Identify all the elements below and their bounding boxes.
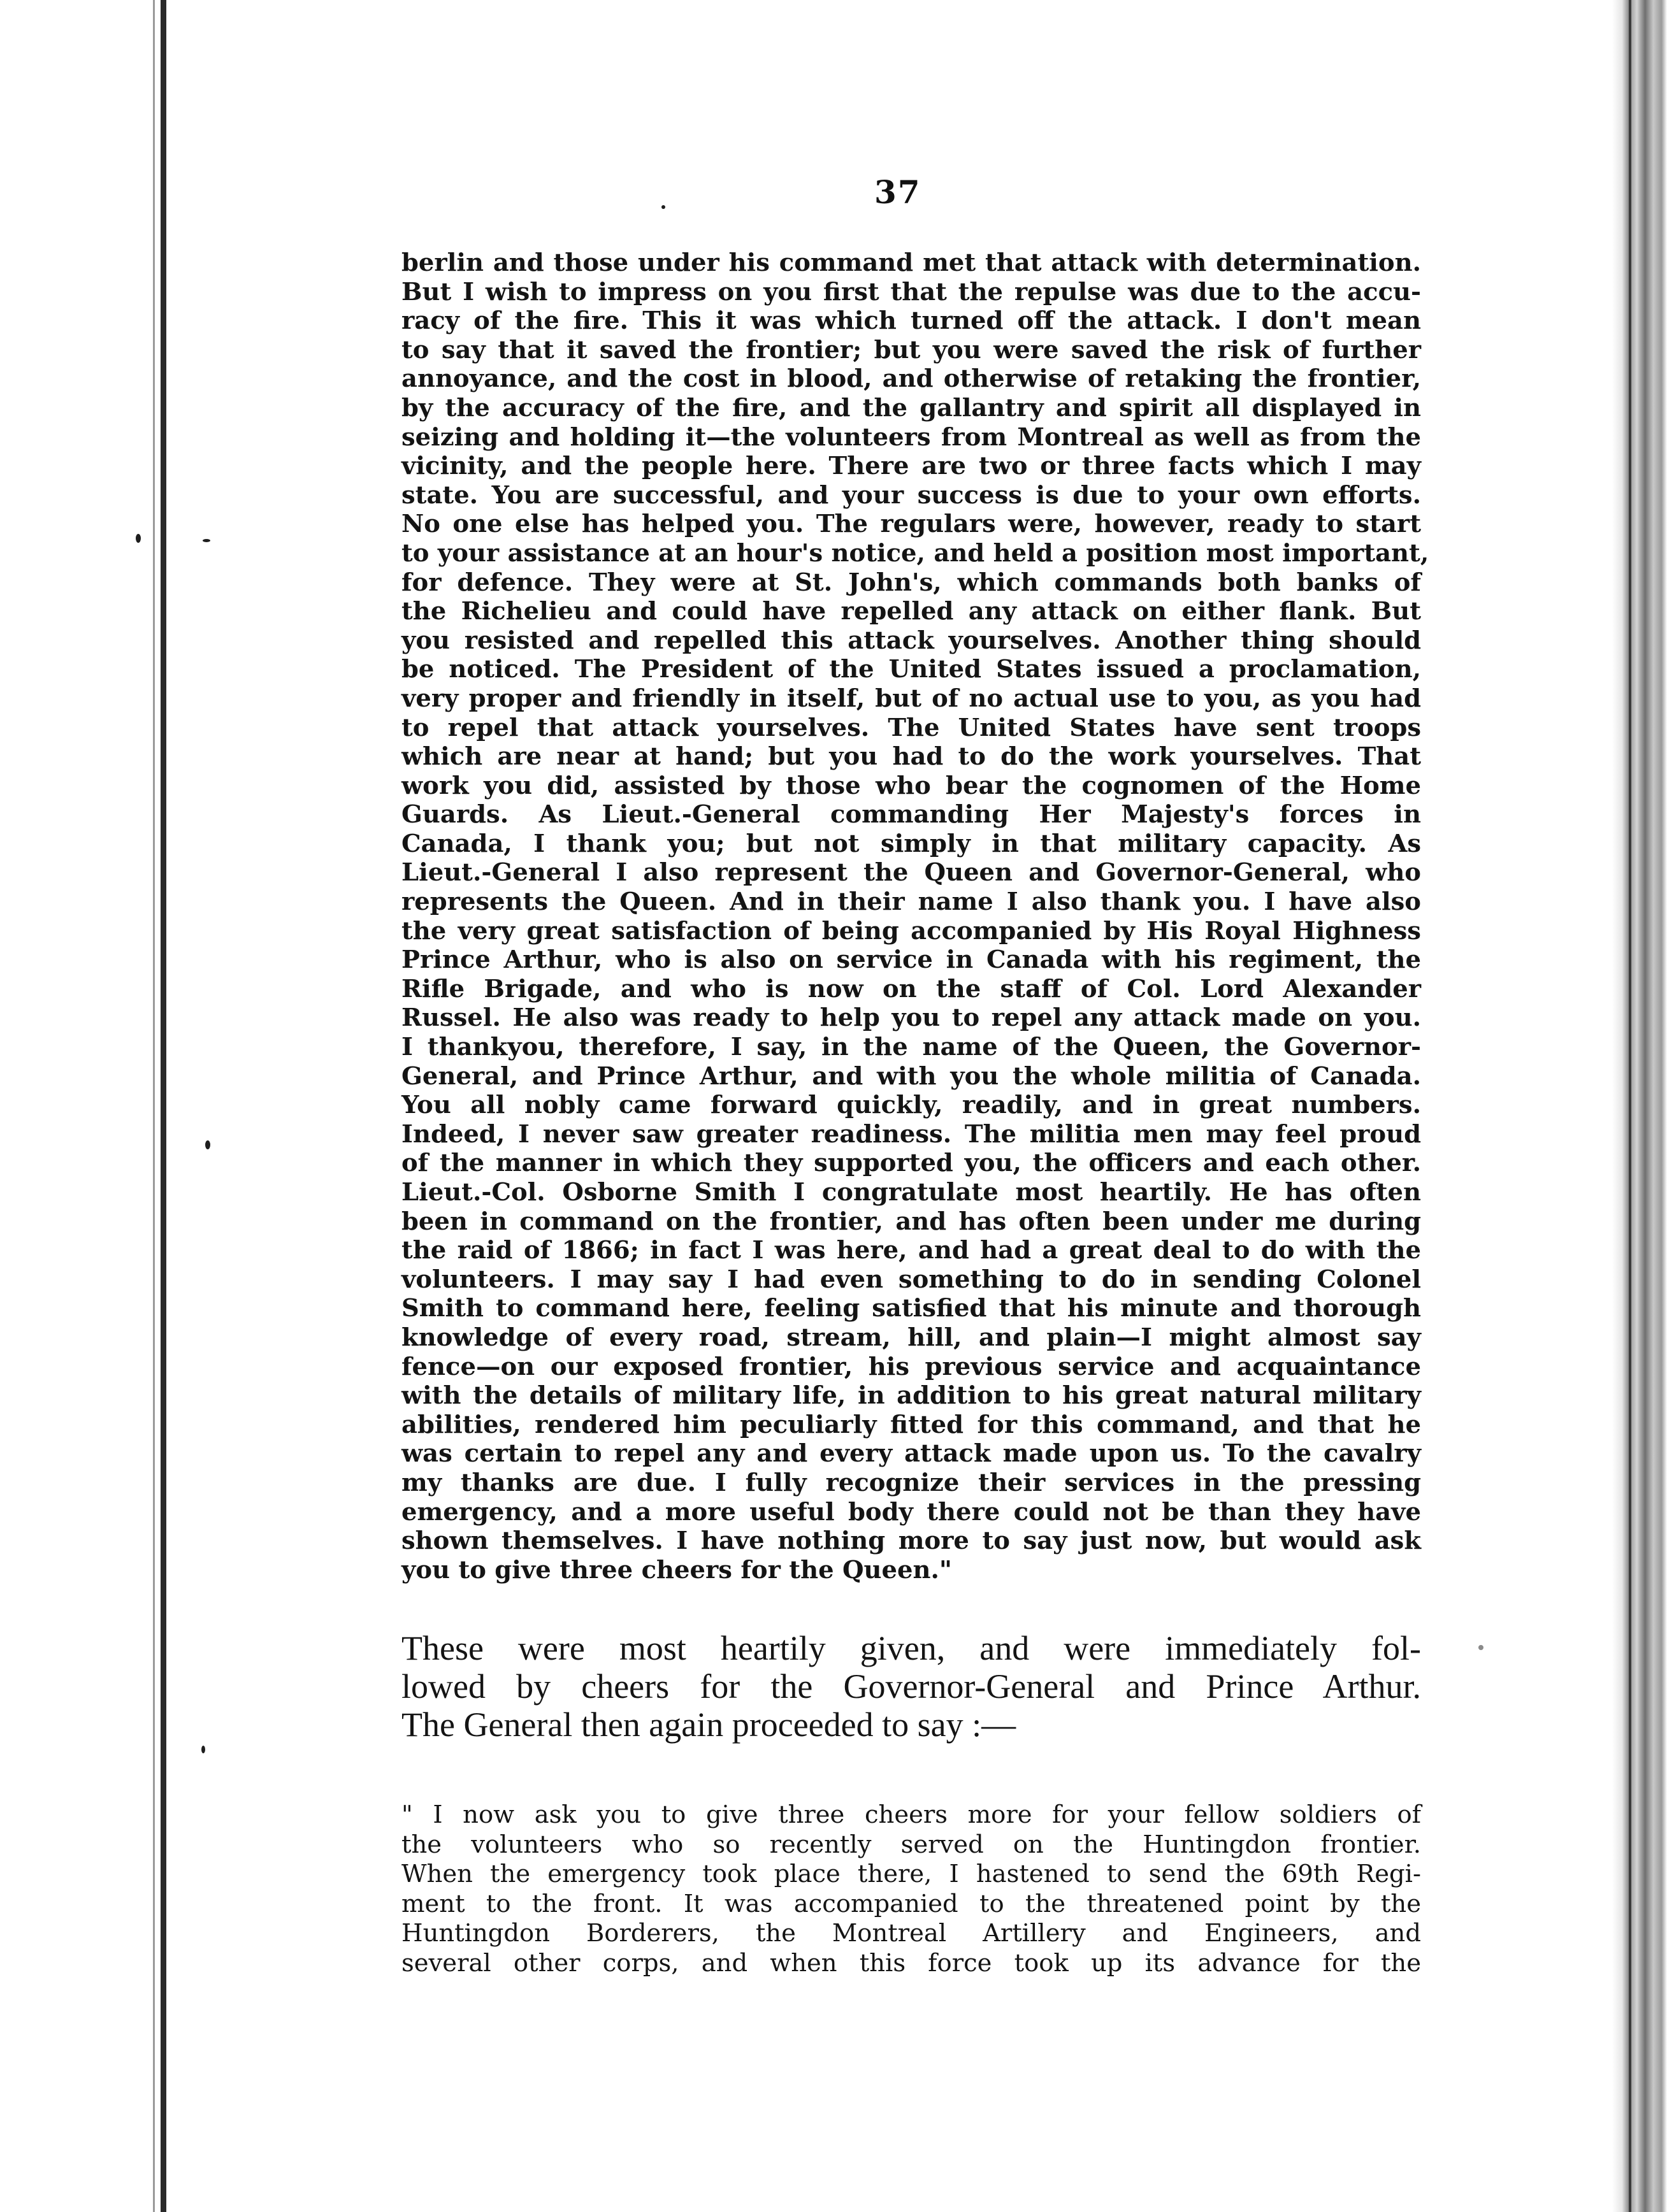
text-line: state. You are successful, and your success is due to your own efforts. (401, 480, 1421, 510)
text-line: The General then again proceeded to say :— (401, 1706, 1016, 1744)
text-line: Huntingdon Borderers, the Montreal Artillery and Engineers, and (401, 1919, 1421, 1948)
text-line: the raid of 1866; in fact I was here, and had a great deal to do with the (401, 1236, 1421, 1265)
scan-speck (661, 205, 665, 209)
text-line: These were most heartily given, and were immediately fol- (401, 1629, 1421, 1667)
text-line: When the emergency took place there, I hastened to send the 69th Regi- (401, 1860, 1421, 1888)
text-line: But I wish to impress on you first that the repulse was due to the accu- (401, 277, 1421, 306)
page-number: 37 (874, 173, 921, 211)
text-line: very proper and friendly in itself, but of no actual use to you, as you had (401, 684, 1421, 713)
text-line: Prince Arthur, who is also on service in Canada with his regiment, the (401, 945, 1421, 975)
text-line: seizing and holding it—the volunteers from Montreal as well as from the (401, 422, 1421, 452)
text-line: to say that it saved the frontier; but you were saved the risk of further (401, 335, 1421, 364)
text-line: I thankyou, therefore, I say, in the name of the Queen, the Governor- (401, 1033, 1421, 1062)
binding-edge (161, 0, 166, 2212)
text-line: the Richelieu and could have repelled any attack on either flank. But (401, 597, 1421, 626)
text-line: to your assistance at an hour's notice, and held a position most important, (401, 538, 1429, 568)
scan-speck (1478, 1645, 1483, 1650)
page-edge-line (1629, 0, 1631, 2212)
text-line: the very great satisfaction of being accompanied by His Royal Highness (401, 916, 1421, 945)
text-line: be noticed. The President of the United States issued a proclamation, (401, 655, 1421, 684)
scan-speck (201, 1746, 205, 1753)
text-line: been in command on the frontier, and has often been under me during (401, 1207, 1421, 1236)
text-line: Indeed, I never saw greater readiness. The militia men may feel proud (401, 1119, 1421, 1149)
text-line: Russel. He also was ready to help you to repel any attack made on you. (401, 1003, 1421, 1033)
text-line: volunteers. I may say I had even something to do in sending Colonel (401, 1265, 1421, 1294)
text-line: " I now ask you to give three cheers more for your fellow soldiers of (401, 1800, 1421, 1829)
text-line: several other corps, and when this force took up its advance for the (401, 1948, 1421, 1978)
text-line: No one else has helped you. The regulars were, however, ready to start (401, 510, 1421, 539)
text-line: ment to the front. It was accompanied to the threatened point by the (401, 1889, 1421, 1918)
narrative-paragraph (401, 1629, 1421, 1744)
text-line: racy of the fire. This it was which turned off the attack. I don't mean (401, 306, 1421, 336)
text-line: fence—on our exposed frontier, his previous service and acquaintance (401, 1352, 1421, 1381)
text-line: to repel that attack yourselves. The United States have sent troops (401, 713, 1421, 742)
quoted-speech (401, 1800, 1421, 1978)
text-line: by the accuracy of the fire, and the gallantry and spirit all displayed in (401, 393, 1421, 422)
text-line: represents the Queen. And in their name I also thank you. I have also (401, 887, 1421, 917)
text-line: abilities, rendered him peculiarly fitted for this command, and that he (401, 1410, 1421, 1439)
text-line: with the details of military life, in addition to his great natural military (401, 1381, 1421, 1411)
text-line: of the manner in which they supported you, the officers and each other. (401, 1149, 1421, 1178)
page-stack-edge (1612, 0, 1667, 2212)
text-line: annoyance, and the cost in blood, and otherwise of retaking the frontier, (401, 364, 1421, 394)
text-line: You all nobly came forward quickly, readily, and in great numbers. (401, 1091, 1421, 1120)
text-line: Rifle Brigade, and who is now on the staff of Col. Lord Alexander (401, 974, 1421, 1003)
text-line: which are near at hand; but you had to do the work yourselves. That (401, 742, 1421, 772)
scan-speck (203, 539, 210, 542)
scan-speck (136, 534, 141, 543)
text-line: vicinity, and the people here. There are two or three facts which I may (401, 452, 1421, 481)
text-line: was certain to repel any and every attack made upon us. To the cavalry (401, 1439, 1421, 1469)
text-line: you resisted and repelled this attack yourselves. Another thing should (401, 626, 1421, 655)
text-line: for defence. They were at St. John's, which commands both banks of (401, 568, 1421, 597)
text-line: you to give three cheers for the Queen." (401, 1555, 952, 1584)
text-line: shown themselves. I have nothing more to say just now, but would ask (401, 1526, 1421, 1556)
text-line: Lieut.-Col. Osborne Smith I congratulate most heartily. He has often (401, 1178, 1421, 1207)
text-line: work you did, assisted by those who bear the cognomen of the Home (401, 771, 1421, 800)
text-line: General, and Prince Arthur, and with you the whole militia of Canada. (401, 1061, 1421, 1091)
text-line: Lieut.-General I also represent the Queen and Governor-General, who (401, 858, 1421, 887)
text-line: the volunteers who so recently served on the Huntingdon frontier. (401, 1830, 1421, 1859)
text-line: lowed by cheers for the Governor-General and Prince Arthur. (401, 1667, 1421, 1706)
text-line: Canada, I thank you; but not simply in that military capacity. As (401, 829, 1421, 858)
scan-speck (205, 1140, 210, 1149)
text-line: Guards. As Lieut.-General commanding Her Majesty's forces in (401, 800, 1421, 830)
speech-text (401, 248, 1429, 1584)
text-line: my thanks are due. I fully recognize their services in the pressing (401, 1468, 1421, 1497)
binding-shadow (153, 0, 155, 2212)
text-line: Smith to command here, feeling satisfied that his minute and thorough (401, 1294, 1421, 1323)
text-line: berlin and those under his command met that attack with determination. (401, 248, 1421, 277)
text-line: emergency, and a more useful body there could not be than they have (401, 1497, 1421, 1526)
page-margin-left (0, 0, 127, 2212)
text-line: knowledge of every road, stream, hill, and plain—I might almost say (401, 1323, 1421, 1352)
